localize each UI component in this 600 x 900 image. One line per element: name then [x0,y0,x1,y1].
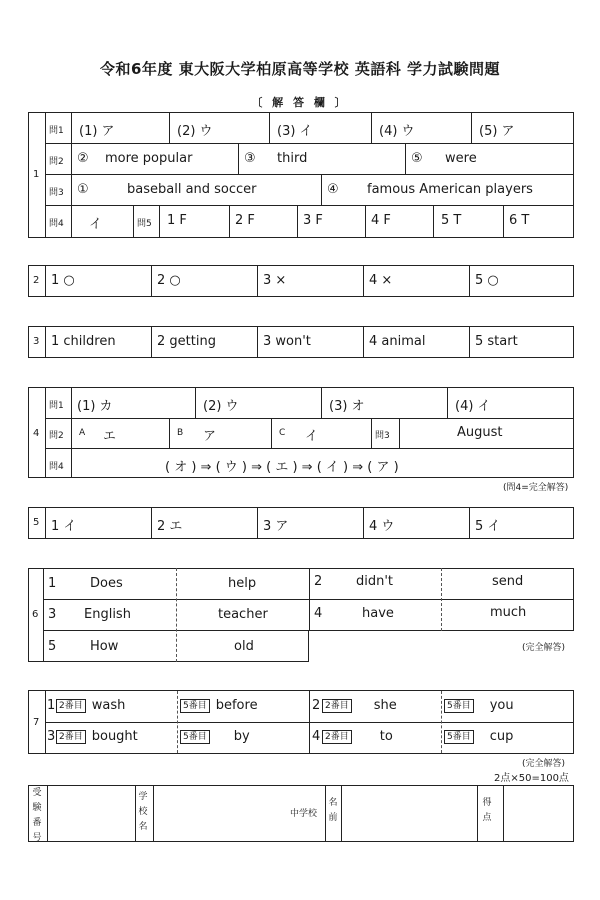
tag-5th: 5番目 [180,730,210,744]
answer: 6 T [509,213,530,228]
answer-num: 5 [48,639,57,654]
section-6 [28,568,44,662]
answer: ア [203,429,217,444]
answer: ( オ ) ⇒ ( ウ ) ⇒ ( エ ) ⇒ ( イ ) ⇒ ( ア ) [165,460,399,475]
answer: (4) イ [455,399,491,414]
row-num: 1 [47,698,56,713]
answer: 4 × [369,273,393,288]
answer: 5 イ [475,519,501,534]
page-title: 令和6年度 東大阪大学柏原高等学校 英語科 学力試験問題 [99,60,501,78]
answer: famous American players [367,182,533,197]
section-1 [28,112,574,238]
answer: 4 ウ [369,519,395,534]
section-number: 1 [33,169,40,180]
answer: to [379,729,393,744]
junior-high-label: 中学校 [290,809,318,819]
answer: ① [77,182,89,197]
q-label: 問2 [49,157,64,167]
answer: more popular [105,151,193,166]
answer: (2) ウ [203,399,239,414]
page-subtitle: 〔 解 答 欄 〕 [251,96,349,109]
answer-3-2 [56,729,138,744]
answer-2-2 [322,698,397,713]
tag-5th: 5番目 [180,699,210,713]
answer: イ [89,217,103,232]
answer: help [228,576,257,591]
answer: エ [103,429,117,444]
q-label: 問1 [49,126,64,136]
tag-2nd: 2番目 [322,730,352,744]
answer: old [234,639,254,654]
section-number: 7 [33,717,40,728]
answer: 2 F [235,213,255,228]
answer: 1 イ [51,519,77,534]
answer: 4 F [371,213,391,228]
q-label: 問4 [49,219,64,229]
answer-num: 4 [314,606,323,621]
row-num: 2 [312,698,321,713]
answer: 1 ○ [51,273,75,288]
answer: ③ [244,151,256,166]
q-label: 問5 [137,219,152,229]
answer-num: 1 [48,576,57,591]
answer-key: B [177,428,184,438]
section-number: 5 [33,517,40,528]
answer: you [489,698,514,713]
answer: baseball and soccer [127,182,257,197]
answer: 2 ○ [157,273,181,288]
tag-5th: 5番目 [444,730,474,744]
tag-2nd: 2番目 [56,730,86,744]
q-label: 問4 [49,462,64,472]
answer: teacher [218,607,268,622]
answer: (5) ア [479,124,515,139]
answer-key: A [79,428,86,438]
row-num: 4 [312,729,321,744]
answer: by [233,729,250,744]
answer: (3) イ [277,124,313,139]
row-num: 3 [47,729,56,744]
section-5 [28,507,574,539]
section-number: 3 [33,336,40,347]
answer: 3 × [263,273,287,288]
answer: 4 animal [369,334,426,349]
answer: 3 won't [263,334,311,349]
section-2 [28,265,574,297]
answer: cup [489,729,514,744]
answer: English [84,607,131,622]
answer: 3 ア [263,519,289,534]
q-label: 問1 [49,401,64,411]
answer: send [492,574,524,589]
tag-5th: 5番目 [444,699,474,713]
score-label: 得点 [482,798,492,823]
answer-2-5 [444,698,514,713]
answer: much [490,605,527,620]
answer-4-2 [322,729,393,744]
answer: Does [90,576,123,591]
answer: How [90,639,119,654]
answer: 5 T [441,213,462,228]
answer: (1) ア [79,124,115,139]
section-4-note: (問4=完全解答) [503,483,569,493]
answer: she [373,698,397,713]
section-number: 6 [32,609,39,620]
answer-num: 2 [314,574,323,589]
answer-1-2 [56,698,125,713]
answer: (4) ウ [379,124,415,139]
answer: August [457,425,503,440]
answer: 5 start [475,334,518,349]
answer: ② [77,151,89,166]
answer: 1 children [51,334,116,349]
answer: bought [91,729,138,744]
school-name-label: 学校名 [138,792,148,832]
answer: third [277,151,308,166]
answer: (1) カ [77,399,113,414]
answer: ④ [327,182,339,197]
tag-2nd: 2番目 [322,699,352,713]
answer: were [445,151,477,166]
section-3 [28,326,574,358]
section-4 [28,387,574,478]
section-number: 4 [33,428,40,439]
name-label: 名前 [328,798,338,823]
answer: before [215,698,258,713]
q-label: 問3 [375,431,390,441]
section-6-note: (完全解答) [522,643,566,653]
answer-3-5 [180,729,250,744]
q-label: 問2 [49,431,64,441]
answer: 3 F [303,213,323,228]
section-7-note: (完全解答) [522,759,566,769]
answer-num: 3 [48,607,57,622]
score-note: 2点×50=100点 [494,773,569,784]
answer: イ [305,429,319,444]
answer: wash [91,698,126,713]
q-label: 問3 [49,188,64,198]
section-number: 2 [33,275,40,286]
answer-1-5 [180,698,258,713]
answer: (3) オ [329,399,365,414]
answer: 1 F [167,213,187,228]
tag-2nd: 2番目 [56,699,86,713]
answer: 2 エ [157,519,183,534]
answer-key: C [279,428,286,438]
answer: 2 getting [157,334,216,349]
answer: have [362,606,394,621]
answer: (2) ウ [177,124,213,139]
exam-number-label: 受験番号 [32,788,42,843]
answer: didn't [356,574,394,589]
answer: ⑤ [411,151,423,166]
answer-4-5 [444,729,513,744]
answer: 5 ○ [475,273,499,288]
